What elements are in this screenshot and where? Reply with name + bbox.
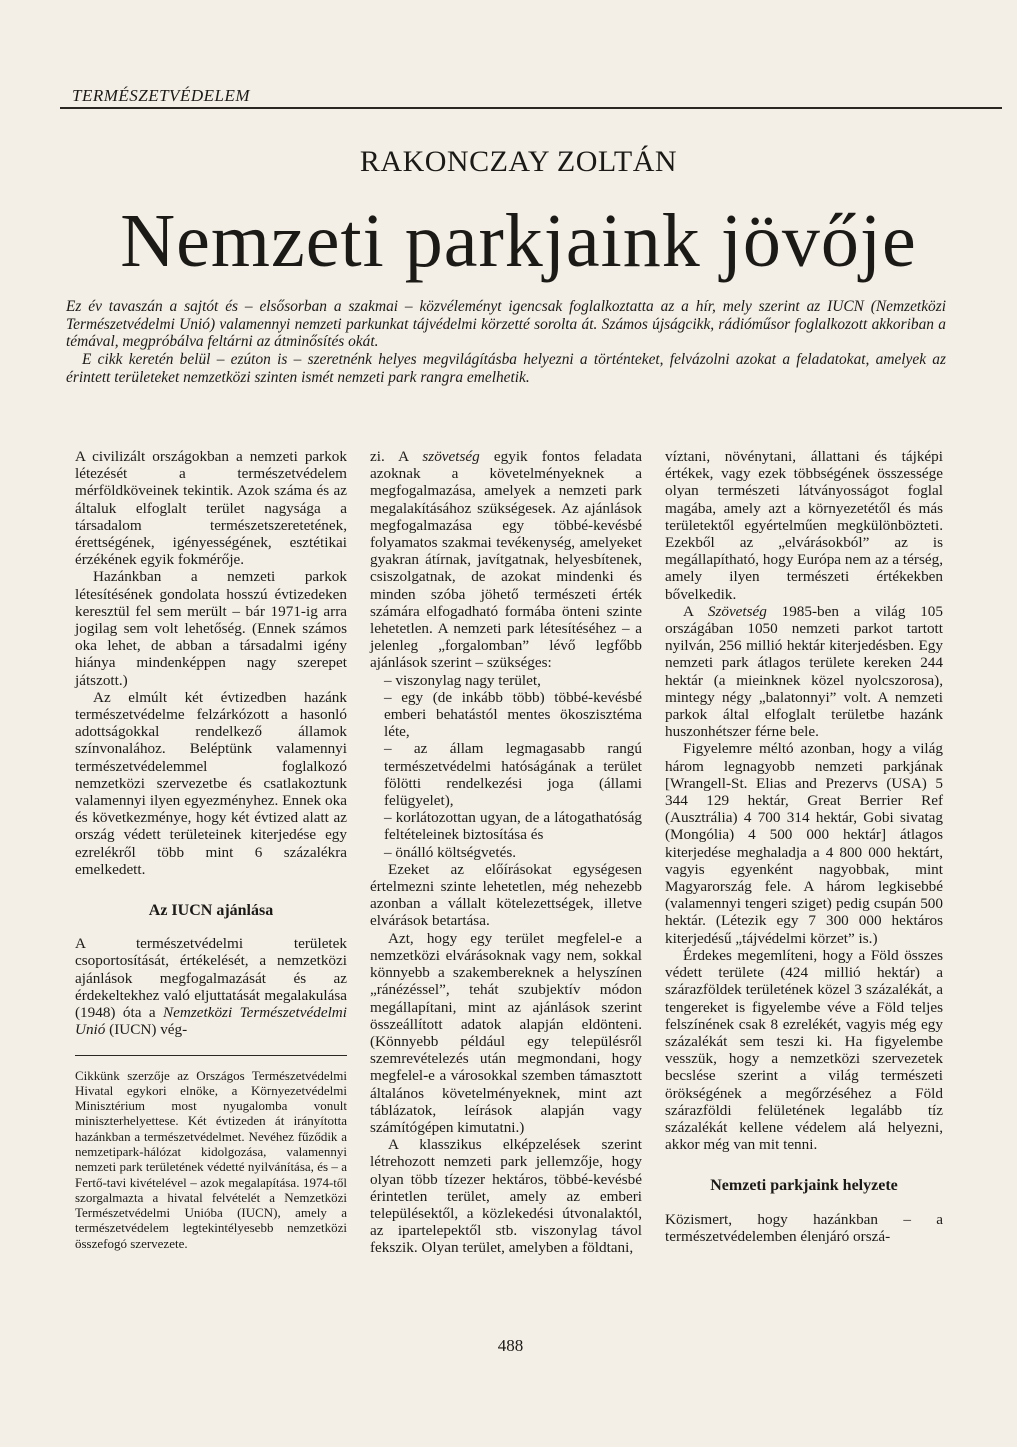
- body-paragraph: Az elmúlt két évtizedben hazánk természetvédelme felzárkózott a hasonló adottságokkal rendelkező államok színvonalához. Beléptünk valamennyi természetvédelemmel foglalkozó nemzetközi szervezetbe és csatlakoztunk valamennyi ilyen egyezményhez. Ennek oka és következménye, hogy két évtized alatt az ország védett területeinek kiterjedése egy ezrelékről több mint 6 százalékra emelkedett.: [75, 688, 347, 878]
- body-paragraph: víztani, növénytani, állattani és tájképi értékek, vagy ezek többségének összessége olyan természeti látványosságot foglal magába, amely azt a környezetétől és más területektől egyértelműen megkülönbözteti. Ezekből az „elvárásokból” az is megállapítható, hogy Európa nem az a térség, amely ilyen természeti értékekben bővelkedik.: [665, 448, 943, 603]
- column-3: [665, 448, 943, 1245]
- italic-run: Nemzetközi Természetvédelmi Unió: [75, 1004, 347, 1039]
- lead-paragraph: [66, 298, 946, 387]
- text-run: (IUCN) vég-: [105, 1021, 188, 1039]
- body-paragraph: Azt, hogy egy terület megfelel-e a nemzetközi elvárásoknak vagy nem, sokkal könnyebb a szakembereknek a helyszínen „ránézéssel”, tehát szubjektív módon megállapítani, mint az ajánlások szerint összeállított adatok alapján eldönteni. (Könnyebb például egy településről szemrevételezés után megmondani, hogy megfelel-e a városokkal szemben támasztott általános követelményeknek, mint azt táblázatok, leírások alapján vagy számítógépen kimutatni.): [370, 929, 642, 1136]
- column-2: [370, 448, 642, 1257]
- body-paragraph: A civilizált országokban a nemzeti parkok létezését a természetvédelem mérföldköveinek tekintik. Azok száma és az általuk elfoglalt terület nagysága a társadalom természetszeretetének, érettségének, igényességének, esztétikai érzékének egyik fokmérője.: [75, 448, 347, 569]
- italic-run: szövetség: [422, 448, 480, 465]
- text-run: egyik fontos feladata azoknak a követelményeknek a megfogalmazása, amelyek a nemzeti park megalakításához szükségesek. Az ajánlások megfogalmazása egy többé-kevésbé folyamatos szakmai tevékenység, amelyeket gyakran átírnak, javítgatnak, helyesbítenek, csiszolgatnak, de azokat mindenki és minden szóba jöhető természeti érték számára elfogadható formába önteni szinte lehetetlen. A nemzeti park létesítéséhez – a jelenleg „forgalomban” lévő legfőbb ajánlások szerint – szükséges:: [370, 448, 642, 672]
- body-paragraph: Közismert, hogy hazánkban – a természetvédelemben élenjáró orszá-: [665, 1210, 943, 1245]
- lead-text-1: Ez év tavaszán a sajtót és – elsősorban a szakmai – közvéleményt igencsak foglalkoztatta az a hír, mely szerint az IUCN (Nemzetközi Természetvédelmi Unió) valamennyi nemzeti parkunkat tájvédelmi körzetté sorolta át. Számos újságcikk, rádióműsor foglalkozott akkoriban a témával, megpróbálva feltárni az átminősítés okát.: [66, 298, 946, 351]
- author-footnote: Cikkünk szerzője az Országos Természetvédelmi Hivatal egykori elnöke, a Környezetvédelmi Minisztérium most nyugalomba vonult miniszterhelyettese. Két évtizeden át irányította hazánkban a természetvédelmet. Nevéhez fűződik a nemzetipark-hálózat kidolgozása, valamennyi nemzeti park területének védetté nyilvánítása, és – a Fertő-tavi kivételével – azok megalapítása. 1974-től szorgalmazta a hivatal felvételét a Nemzetközi Természetvédelmi Unióba (IUCN), amely a természetvédelem legtekintélyesebb nemzetközi összefogó szervezete.: [75, 1067, 347, 1251]
- footnote-rule: [75, 1055, 347, 1056]
- header-rule: [60, 107, 1002, 109]
- column-1: [75, 448, 347, 1251]
- list-item: – egy (de inkább több) többé-kevésbé emberi behatástól mentes ökoszisztéma léte,: [384, 688, 642, 741]
- page-number: 488: [497, 1336, 524, 1355]
- italic-run: Szövetség: [707, 602, 767, 620]
- section-label: TERMÉSZETVÉDELEM: [72, 86, 250, 105]
- subheading-iucn: Az IUCN ajánlása: [148, 902, 274, 920]
- lead-text-2: E cikk keretén belül – ezúton is – szeretnénk helyes megvilágításba helyezni a történteket, felvázolni azokat a feladatokat, amelyek az érintett területeket nemzetközi szinten ismét nemzeti park rangra emelhetik.: [66, 351, 946, 386]
- author-name: RAKONCZAY ZOLTÁN: [359, 145, 678, 178]
- body-paragraph: Ezeket az előírásokat egységesen értelmezni szinte lehetetlen, még nehezebb azonban a vállalt kötelezettségek, illetve elvárások betartása.: [370, 860, 642, 930]
- list-item: – viszonylag nagy terület,: [384, 671, 541, 689]
- text-run: zi. A: [370, 448, 423, 465]
- body-paragraph: [665, 603, 943, 741]
- article-title: Nemzeti parkjaink jövője: [120, 199, 917, 283]
- body-paragraph: Hazánkban a nemzeti parkok létesítésének gondolata hosszú évtizedeken keresztül fel sem merült – bár 1971-ig arra jogilag sem volt lehetőség. (Ennek számos oka lehet, de abban a társadalmi igény hiánya mindenképpen nagy szerepet játszott.): [75, 568, 347, 689]
- list-item: – az állam legmagasabb rangú természetvédelmi hatóságának a terület fölötti rendelkezési joga (állami felügyelet),: [384, 740, 642, 810]
- subheading-national-parks: Nemzeti parkjaink helyzete: [710, 1177, 898, 1195]
- list-item: – önálló költségvetés.: [384, 843, 517, 861]
- body-paragraph: Figyelemre méltó azonban, hogy a világ három legnagyobb nemzeti parkjának [Wrangell-St. Elias and Prezervs (USA) 5 344 129 hektár, Great Berrier Ref (Ausztrália) 4 700 314 hektár, Gobi sivatag (Mongólia) 4 500 000 hektár] átlagos kiterjedése meghaladja a 4 800 000 hektárt, vagyis egyenként nagyobbak, mint Magyarország fele. A három legkisebbé (valamennyi tengeri sziget) pedig csupán 500 hektár. (Létezik egy 7 300 000 hektáros kiterjedésű „tájvédelmi körzet” is.): [665, 740, 943, 947]
- body-paragraph: [370, 448, 642, 672]
- body-paragraph: Érdekes megemlíteni, hogy a Föld összes védett területe (424 millió hektár) a szárazföldek területének közel 3 százalékát, a tengereket is figyelembe véve a Föld teljes felszínének csak 8 ezrelékét, vagyis még egy százalékát sem teszi ki. Ha figyelembe vesszük, hogy a nemzetközi szervezetek becslése szerint a világ természeti örökségének a megőrzéséhez a Föld szárazföldi felületének legalább tíz százalékát kellene védelem alá helyezni, akkor még van mit tenni.: [665, 946, 943, 1154]
- text-run: A: [683, 602, 708, 620]
- body-paragraph: [75, 935, 347, 1038]
- body-paragraph: A klasszikus elképzelések szerint létrehozott nemzeti park jellemzője, hogy olyan több tízezer hektáros, többé-kevésbé érintetlen terület, amely az emberi településektől, a közlekedési útvonalaktól, az ipartelepektől stb. viszonylag távol fekszik. Olyan terület, amelyben a földtani,: [370, 1136, 642, 1257]
- text-run: A természetvédelmi területek csoportosítását, értékelését, a nemzetközi ajánlások megfogalmazását és az érdekeltekhez való eljuttatását megalakulása (1948) óta a: [75, 935, 347, 1022]
- list-item: – korlátozottan ugyan, de a látogathatóság feltételeinek biztosítása és: [384, 809, 642, 844]
- text-run: 1985-ben a világ 105 országában 1050 nemzeti parkot tartott nyilván, 256 millió hektár kiterjedésben. Egy nemzeti park átlagos területe kereken 244 hektár (a mieinknek közel nyolcszorosa), mintegy négy „balatonnyi” volt. A nemzeti parkok által elfoglalt területbe hazánk huszonhétszer férne bele.: [665, 602, 943, 741]
